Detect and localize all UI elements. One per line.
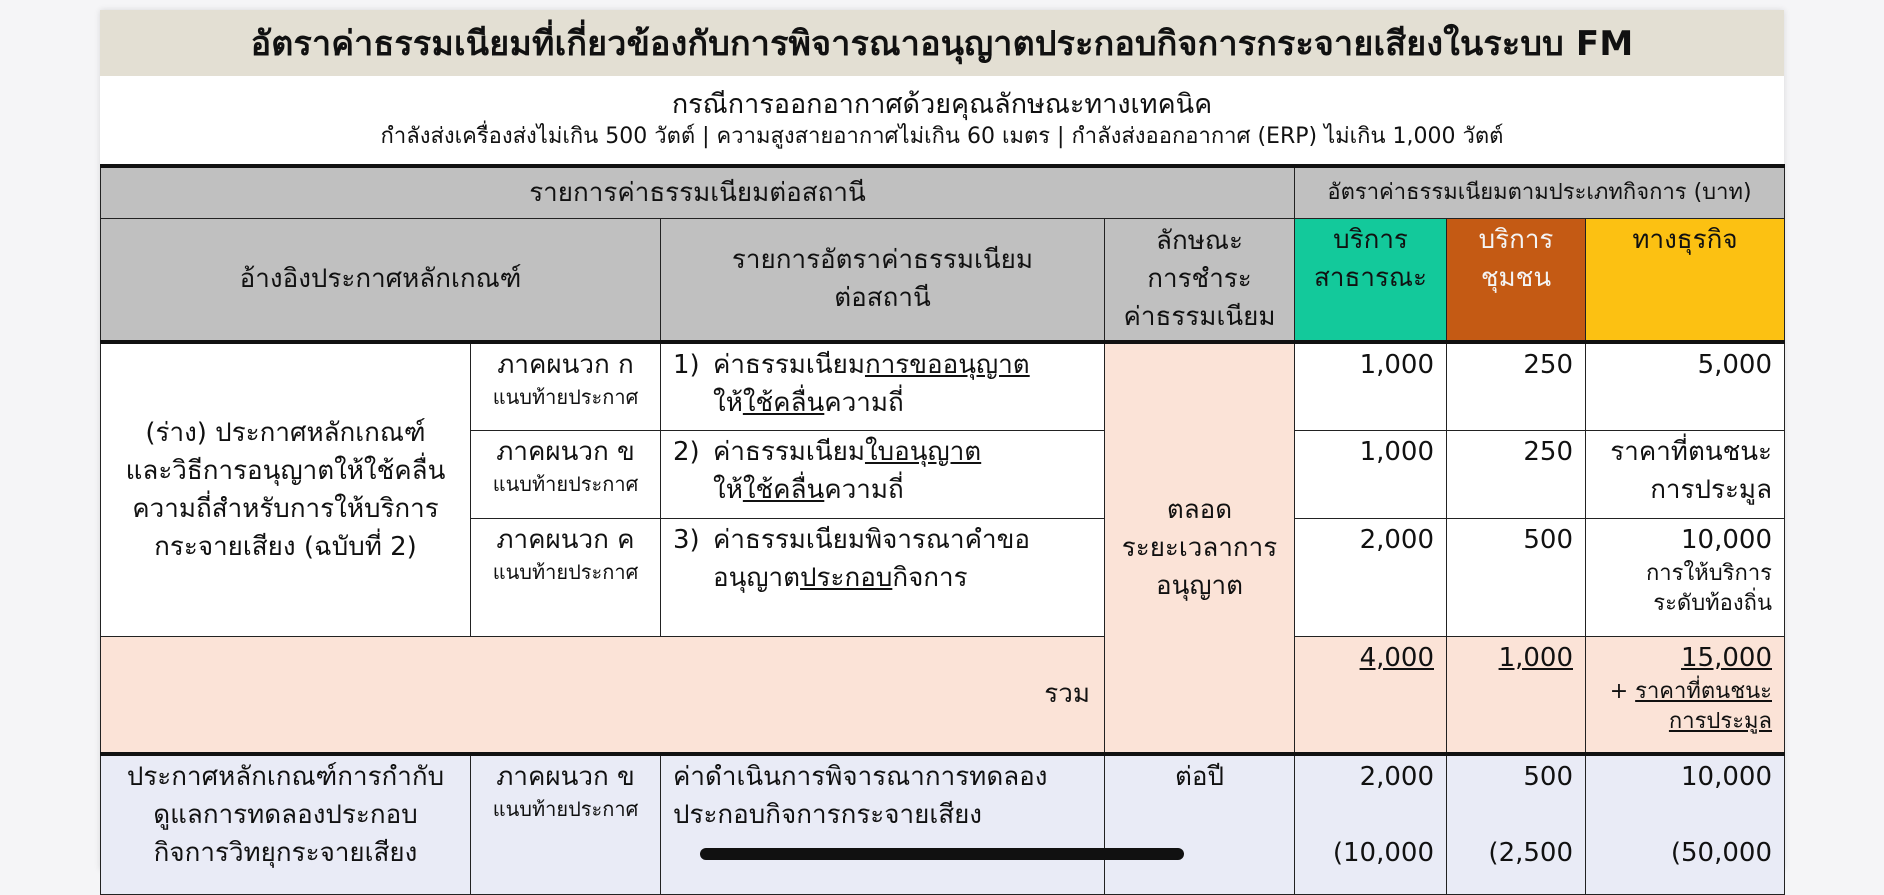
header-row-1 xyxy=(101,166,1785,218)
business-fee: 5,000 xyxy=(1586,342,1785,430)
annex-suffix: แนบท้ายประกาศ xyxy=(492,797,639,821)
header-community-line2: ชุมชน xyxy=(1480,262,1552,293)
community-fee xyxy=(1447,754,1586,894)
business-fee xyxy=(1586,518,1785,636)
item-text: ประกอบกิจการกระจายเสียง xyxy=(673,800,983,830)
business-fee xyxy=(1586,754,1785,894)
business-fee-line1: 10,000 xyxy=(1681,524,1772,555)
fee-item-cell xyxy=(661,342,1105,430)
total-business-plus: + xyxy=(1609,678,1629,704)
item-text: ค่าดำเนินการพิจารณาการทดลอง xyxy=(673,762,1048,792)
horizontal-scrollbar[interactable] xyxy=(700,848,1184,860)
payment-line2: ระยะเวลาการ xyxy=(1121,533,1278,563)
community-fee: 500 xyxy=(1447,518,1586,636)
header-public-line1: บริการ xyxy=(1333,224,1408,255)
reference-line1: ประกาศหลักเกณฑ์การกำกับ xyxy=(126,762,445,792)
item-text: ความถี่ xyxy=(824,388,904,418)
header-fee-item-line1: รายการอัตราค่าธรรมเนียม xyxy=(731,245,1034,276)
header-fee-items: รายการค่าธรรมเนียมต่อสถานี xyxy=(101,166,1295,218)
total-community xyxy=(1447,636,1586,754)
community-fee-line1: 500 xyxy=(1523,762,1573,792)
annex-suffix: แนบท้ายประกาศ xyxy=(492,559,639,584)
document-page xyxy=(100,10,1784,870)
fee-item-cell xyxy=(661,430,1105,518)
payment-line1: ตลอด xyxy=(1166,495,1233,525)
total-business-note: การประมูล xyxy=(1668,708,1772,734)
fee-item-cell xyxy=(661,754,1105,894)
header-rates-by-type: อัตราค่าธรรมเนียมตามประเภทกิจการ (บาท) xyxy=(1295,166,1785,218)
business-fee-line1: 10,000 xyxy=(1681,762,1772,792)
header-business-service: ทางธุรกิจ xyxy=(1586,218,1785,342)
annex-cell xyxy=(471,754,661,894)
annex-cell xyxy=(471,342,661,430)
public-fee-line1: 2,000 xyxy=(1359,762,1434,792)
document-title: อัตราค่าธรรมเนียมที่เกี่ยวข้องกับการพิจารณาอนุญาตประกอบกิจการกระจายเสียงในระบบ FM xyxy=(100,10,1784,76)
header-reference: อ้างอิงประกาศหลักเกณฑ์ xyxy=(101,218,661,342)
business-fee-note: ระดับท้องถิ่น xyxy=(1653,590,1772,616)
public-fee: 2,000 xyxy=(1295,518,1447,636)
reference-line1: (ร่าง) ประกาศหลักเกณฑ์ xyxy=(145,417,426,448)
business-fee-note: การให้บริการ xyxy=(1645,560,1772,586)
document-subtitle: กรณีการออกอากาศด้วยคุณลักษณะทางเทคนิค xyxy=(671,89,1213,120)
total-business-value: 15,000 xyxy=(1681,642,1772,673)
annex-label: ภาคผนวก ข xyxy=(496,436,635,467)
header-payment-line1: ลักษณะ xyxy=(1156,226,1243,257)
item-text: ค่าธรรมเนียมพิจารณาคำขอ xyxy=(713,524,1031,555)
item-text-underlined: ใช้คลื่น xyxy=(742,388,825,418)
total-public xyxy=(1295,636,1447,754)
fee-item-cell xyxy=(661,518,1105,636)
header-payment-line3: ค่าธรรมเนียม xyxy=(1123,302,1276,333)
public-fee-line2: (10,000 xyxy=(1332,838,1434,868)
reference-trial-announcement xyxy=(101,754,471,894)
annex-label: ภาคผนวก ค xyxy=(496,524,635,555)
table-row xyxy=(101,342,1785,430)
annex-label: ภาคผนวก ก xyxy=(497,350,634,380)
item-text: ให้ xyxy=(713,388,743,418)
header-fee-item xyxy=(661,218,1105,342)
total-community-value: 1,000 xyxy=(1498,642,1573,673)
total-business xyxy=(1586,636,1785,754)
item-text: ค่าธรรมเนียม xyxy=(713,350,865,380)
annex-label: ภาคผนวก ข xyxy=(496,762,635,792)
reference-line3: กิจการวิทยุกระจายเสียง xyxy=(153,838,418,868)
community-fee: 250 xyxy=(1447,342,1586,430)
business-fee xyxy=(1586,430,1785,518)
reference-draft-announcement xyxy=(101,342,471,636)
annex-suffix: แนบท้ายประกาศ xyxy=(492,471,639,496)
header-community-service xyxy=(1447,218,1586,342)
total-label: รวม xyxy=(101,636,1105,754)
public-fee xyxy=(1295,754,1447,894)
header-community-line1: บริการ xyxy=(1478,224,1554,255)
community-fee: 250 xyxy=(1447,430,1586,518)
payment-period-cell xyxy=(1105,342,1295,754)
payment-line3: อนุญาต xyxy=(1155,571,1244,601)
fee-table xyxy=(100,164,1785,895)
total-public-value: 4,000 xyxy=(1359,642,1434,673)
reference-line2: ดูแลการทดลองประกอบ xyxy=(153,800,418,830)
payment-period-cell: ต่อปี xyxy=(1105,754,1295,894)
business-fee-line2: การประมูล xyxy=(1650,474,1772,505)
header-row-2 xyxy=(101,218,1785,342)
business-fee-line2: (50,000 xyxy=(1670,838,1772,868)
item-number: 3) xyxy=(673,524,700,555)
item-text: ความถี่ xyxy=(824,474,904,505)
reference-line4: กระจายเสียง (ฉบับที่ 2) xyxy=(154,531,417,562)
header-payment-line2: การชำระ xyxy=(1147,264,1252,295)
business-fee-line1: ราคาที่ตนชนะ xyxy=(1610,436,1772,467)
item-number: 2) xyxy=(673,436,700,467)
technical-specs: กำลังส่งเครื่องส่งไม่เกิน 500 วัตต์ | ความสูงสายอากาศไม่เกิน 60 เมตร | กำลังส่งออกอากาศ (ERP) ไม่เกิน 1,000 วัตต์ xyxy=(380,124,1504,149)
annex-cell xyxy=(471,518,661,636)
annex-cell xyxy=(471,430,661,518)
item-number: 1) xyxy=(673,350,700,380)
header-public-line2: สาธารณะ xyxy=(1314,262,1427,293)
header-payment xyxy=(1105,218,1295,342)
item-text: อนุญาต xyxy=(713,562,801,593)
reference-line3: ความถี่สำหรับการให้บริการ xyxy=(132,493,439,524)
table-row xyxy=(101,754,1785,894)
reference-line2: และวิธีการอนุญาตให้ใช้คลื่น xyxy=(125,455,446,486)
community-fee-line2: (2,500 xyxy=(1488,838,1573,868)
annex-suffix: แนบท้ายประกาศ xyxy=(492,385,639,409)
item-text-underlined: การขออนุญาต xyxy=(864,350,1030,380)
item-text: ให้ xyxy=(713,474,743,505)
item-text: ค่าธรรมเนียม xyxy=(713,436,865,467)
total-business-note: ราคาที่ตนชนะ xyxy=(1635,678,1772,704)
public-fee: 1,000 xyxy=(1295,342,1447,430)
header-public-service xyxy=(1295,218,1447,342)
item-text-underlined: ใช้คลื่น xyxy=(742,474,825,505)
total-row xyxy=(101,636,1785,754)
item-text-underlined: ประกอบ xyxy=(800,562,893,593)
header-fee-item-line2: ต่อสถานี xyxy=(834,283,931,314)
item-text: กิจการ xyxy=(892,562,968,593)
item-text-underlined: ใบอนุญาต xyxy=(864,436,982,467)
public-fee: 1,000 xyxy=(1295,430,1447,518)
